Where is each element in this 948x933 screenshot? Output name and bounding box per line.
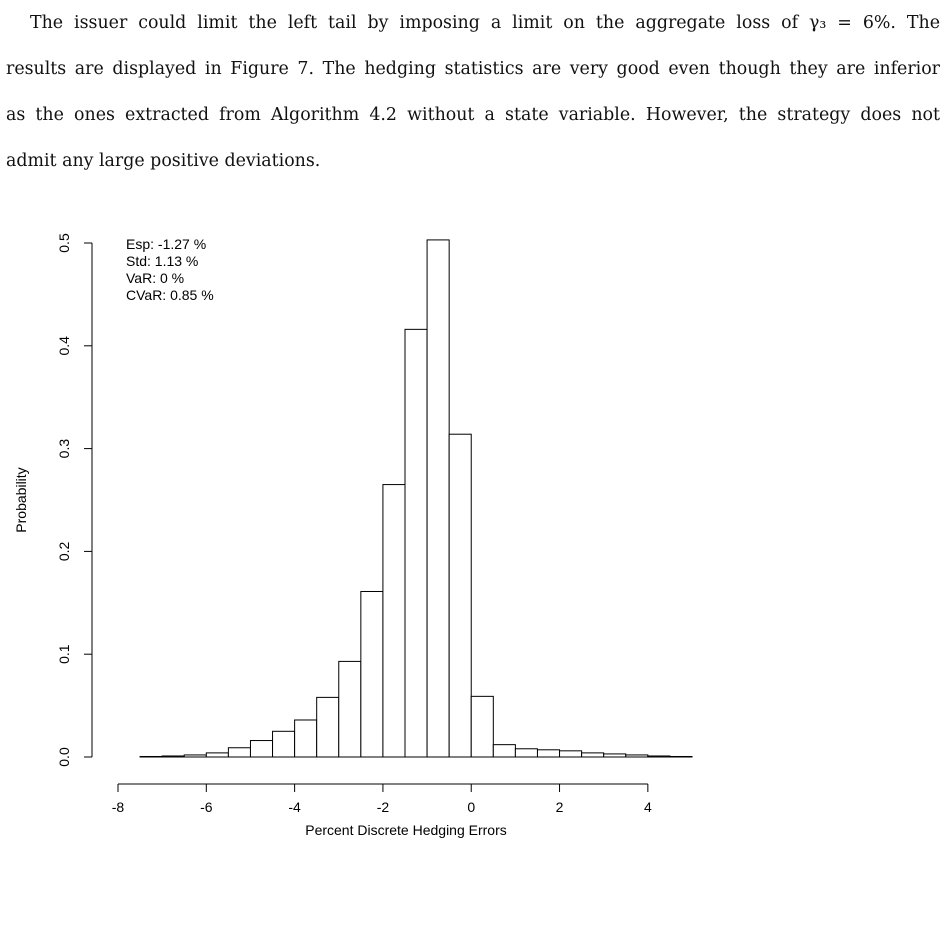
statistic-annotation: Esp: -1.27 % xyxy=(126,236,207,252)
histogram-bar xyxy=(206,753,228,757)
paragraph-line-3: as the ones extracted from Algorithm 4.2 without a state variable. However, the strategy does not xyxy=(6,105,940,125)
histogram-bar xyxy=(515,749,537,757)
histogram-bar xyxy=(273,731,295,757)
y-axis-label: Probability xyxy=(13,467,29,533)
histogram-bar xyxy=(427,240,449,757)
y-tick-label: 0.5 xyxy=(56,233,72,253)
x-tick-label: 4 xyxy=(643,799,652,815)
y-tick-label: 0.0 xyxy=(56,747,72,767)
histogram-bar xyxy=(250,741,272,757)
histogram-bar xyxy=(339,661,361,757)
histogram-bar xyxy=(361,591,383,757)
histogram-bar xyxy=(295,720,317,757)
y-axis xyxy=(56,233,92,767)
histogram-bar xyxy=(537,750,559,757)
x-tick-label: -8 xyxy=(111,799,125,815)
histogram-bar xyxy=(405,329,427,757)
paragraph-line-2: results are displayed in Figure 7. The hedging statistics are very good even though they are inferior xyxy=(6,59,940,79)
x-tick-label: 0 xyxy=(467,799,476,815)
x-axis xyxy=(112,784,652,815)
x-tick-label: -6 xyxy=(200,799,213,815)
x-axis-label: Percent Discrete Hedging Errors xyxy=(305,822,507,838)
x-tick-label: -2 xyxy=(376,799,390,815)
histogram-bar xyxy=(493,745,515,757)
statistics-annotations xyxy=(126,236,214,303)
y-tick-label: 0.4 xyxy=(56,336,72,356)
paragraph-line-1: The issuer could limit the left tail by imposing a limit on the aggregate loss of γ₃ = 6%. The xyxy=(30,13,940,33)
statistic-annotation: VaR: 0 % xyxy=(126,270,185,286)
histogram-bar xyxy=(471,696,493,757)
histogram-bar xyxy=(560,751,582,757)
y-tick-label: 0.2 xyxy=(56,541,72,562)
histogram-bar xyxy=(449,434,471,757)
histogram-bar xyxy=(317,697,339,757)
statistic-annotation: Std: 1.13 % xyxy=(126,253,199,269)
histogram-bars xyxy=(140,240,692,757)
x-tick-label: 2 xyxy=(555,799,564,815)
paragraph-line-4: admit any large positive deviations. xyxy=(6,151,321,171)
statistic-annotation: CVaR: 0.85 % xyxy=(126,287,214,303)
y-tick-label: 0.1 xyxy=(56,644,72,664)
x-tick-label: -4 xyxy=(288,799,301,815)
histogram-bar xyxy=(383,485,405,757)
histogram-bar xyxy=(582,753,604,757)
histogram-bar xyxy=(228,748,250,757)
y-tick-label: 0.3 xyxy=(56,438,72,459)
